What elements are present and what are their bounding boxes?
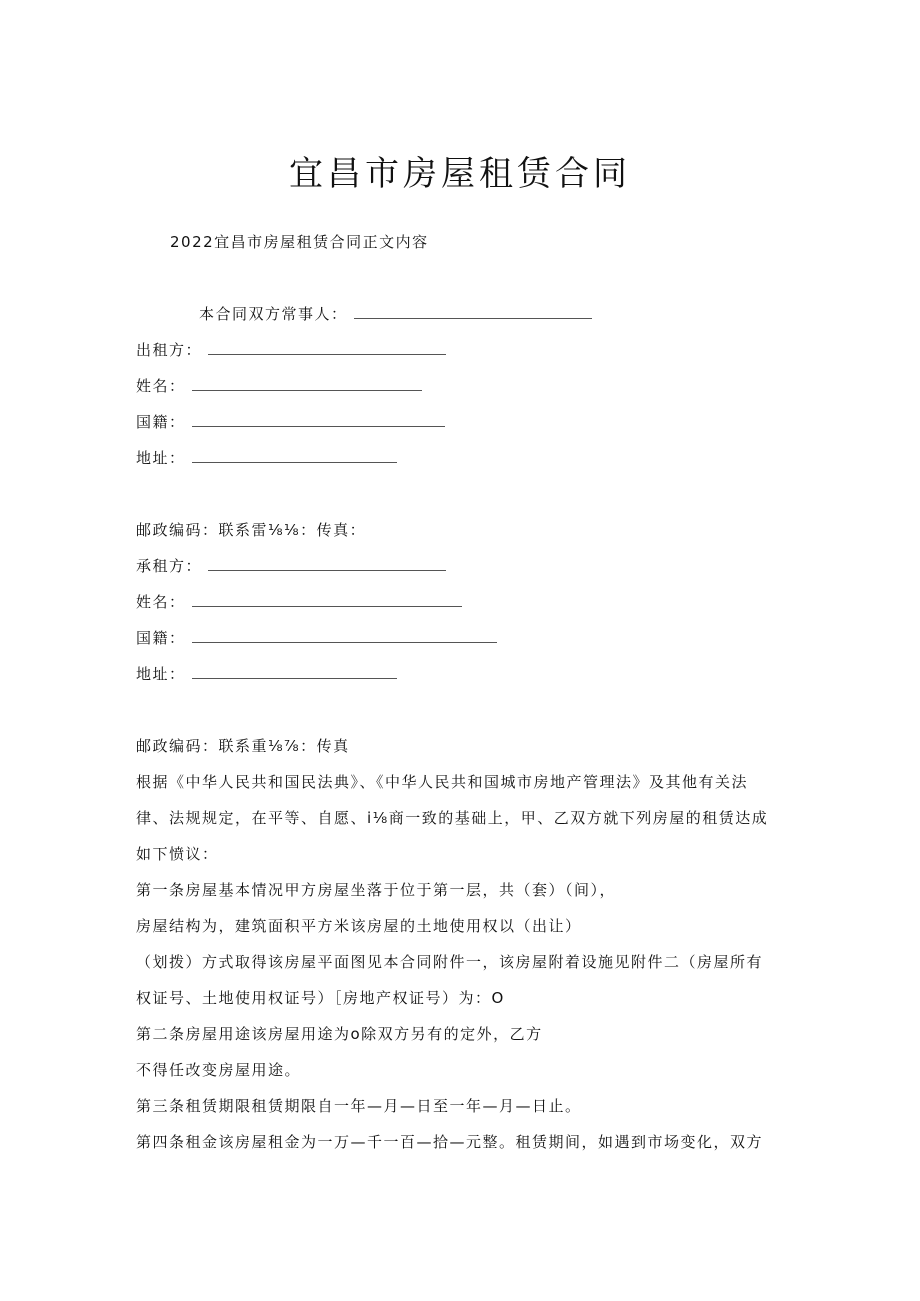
- body-line: （划拨）方式取得该房屋平面图见本合同附件一，该房屋附着设施见附件二（房屋所有: [136, 953, 764, 971]
- lessor-nationality-label: 国籍：: [136, 413, 186, 431]
- document-subtitle: 2022宜昌市房屋租赁合同正文内容: [170, 233, 429, 251]
- lessor-name-line: [136, 375, 422, 396]
- lessor-name-label: 姓名：: [136, 377, 186, 395]
- lessee-name-line: [136, 591, 462, 612]
- document-title: 宜昌市房屋租赁合同: [289, 154, 631, 194]
- lessee-address-line: [136, 663, 397, 684]
- lessee-nationality-blank[interactable]: [192, 628, 497, 643]
- lessee-name-blank[interactable]: [192, 592, 462, 607]
- lessor-name-blank[interactable]: [192, 376, 422, 391]
- body-line: 律、法规规定，在平等、自愿、i⅛商一致的基础上，甲、乙双方就下列房屋的租赁达成: [136, 809, 769, 827]
- lessee-name-label: 姓名：: [136, 593, 186, 611]
- body-line: 第三条租赁期限租赁期限自一年—月—日至一年—月—日止。: [136, 1097, 582, 1115]
- body-line: 房屋结构为，建筑面积平方米该房屋的土地使用权以（出让）: [136, 917, 582, 935]
- lessee-contact-line: 邮政编码：联系重⅛⅞：传真: [136, 737, 350, 755]
- parties-intro-blank[interactable]: [354, 304, 592, 319]
- body-line: 第一条房屋基本情况甲方房屋坐落于位于第一层，共（套）（间），: [136, 881, 617, 899]
- lessor-blank[interactable]: [208, 340, 446, 355]
- lessee-nationality-label: 国籍：: [136, 629, 186, 647]
- lessee-line: [136, 555, 446, 576]
- lessee-address-blank[interactable]: [192, 664, 397, 679]
- body-line: 如下愤议：: [136, 845, 219, 863]
- parties-intro-line: [199, 303, 592, 324]
- lessor-label: 出租方：: [136, 341, 203, 359]
- lessor-nationality-blank[interactable]: [192, 412, 445, 427]
- lessee-address-label: 地址：: [136, 665, 186, 683]
- parties-intro-label: 本合同双方常事人：: [199, 305, 348, 323]
- lessor-address-label: 地址：: [136, 449, 186, 467]
- body-line: 第四条租金该房屋租金为一万—千一百—拾—元整。租赁期间，如遇到市场变化，双方: [136, 1133, 764, 1151]
- lessee-label: 承租方：: [136, 557, 203, 575]
- body-line: 根据《中华人民共和国民法典》、《中华人民共和国城市房地产管理法》及其他有关法: [136, 773, 749, 791]
- lessor-contact-line: 邮政编码：联系雷⅛⅛：传真：: [136, 521, 367, 539]
- lessor-address-line: [136, 447, 397, 468]
- body-line: 权证号、土地使用权证号）［房地产权证号）为：O: [136, 989, 505, 1007]
- lessor-line: [136, 339, 446, 360]
- body-line: 不得任改变房屋用途。: [136, 1061, 302, 1079]
- body-line: 第二条房屋用途该房屋用途为o除双方另有的定外，乙方: [136, 1025, 543, 1043]
- lessee-nationality-line: [136, 627, 497, 648]
- lessor-address-blank[interactable]: [192, 448, 397, 463]
- lessee-blank[interactable]: [208, 556, 446, 571]
- lessor-nationality-line: [136, 411, 445, 432]
